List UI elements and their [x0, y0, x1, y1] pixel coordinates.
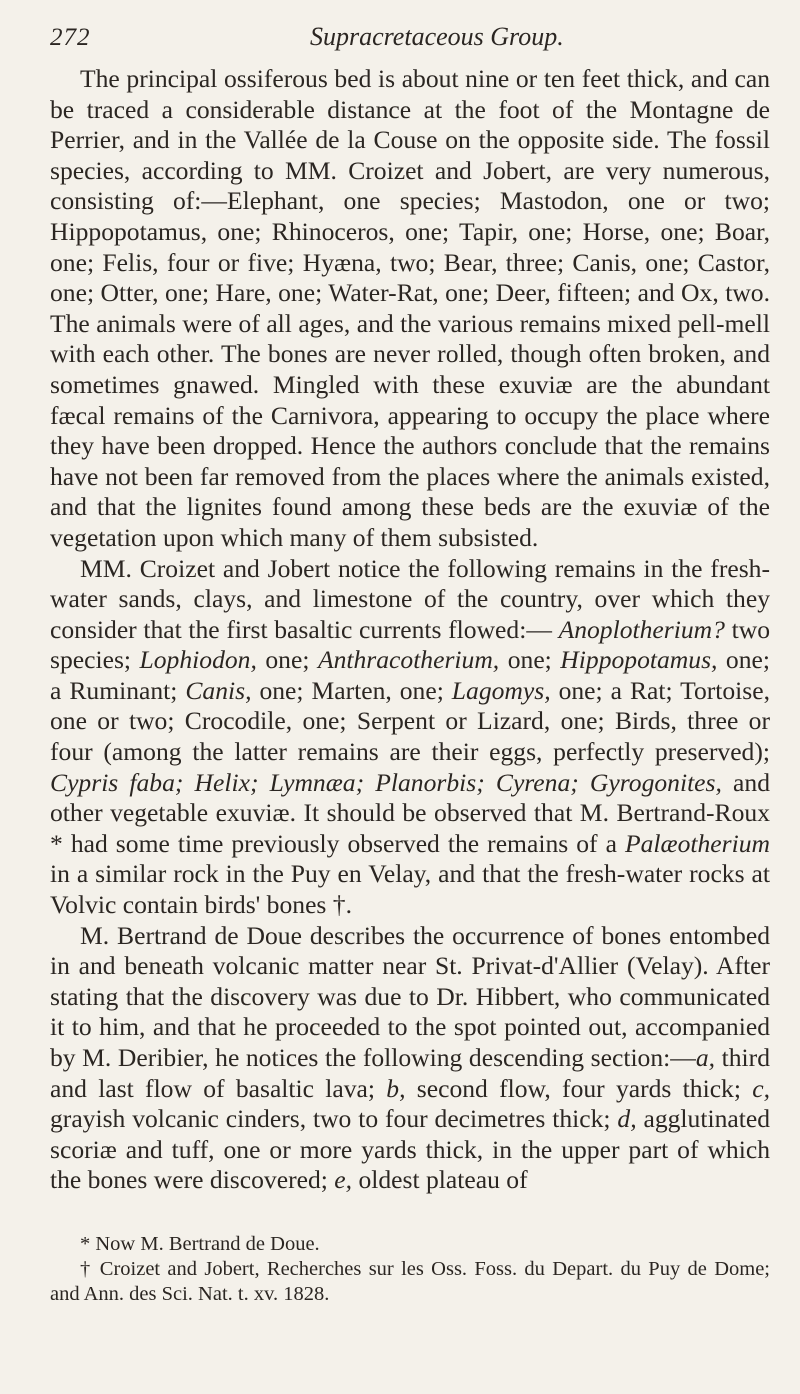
- section-letter: d,: [617, 1104, 637, 1134]
- text-run: MM. Croizet and Jobert notice the following remains in the fresh-water sands, clays, and limestone of the country, over which they consider that the first basaltic currents flowed:—: [50, 553, 770, 644]
- running-head: [50, 18, 770, 58]
- page-number: 272: [50, 24, 91, 51]
- paragraph-1: The principal ossiferous bed is about nine or ten feet thick, and can be traced a considerable distance at the foot of the Montagne de Perrier, and in the Vallée de la Couse on the opposite side. The fossil species, according to MM. Croizet and Jobert, are very numerous, consisting of:—Elephant, one species; Mastodon, one or two; Hippopotamus, one; Rhinoceros, one; Tapir, one; Horse, one; Boar, one; Felis, four or five; Hyæna, two; Bear, three; Canis, one; Castor, one; Otter, one; Hare, one; Water-Rat, one; Deer, fifteen; and Ox, two. The animals were of all ages, and the various remains mixed pell-mell with each other. The bones are never rolled, though often broken, and sometimes gnawed. Mingled with these exuviæ are the abundant fæcal remains of the Carnivora, appearing to occupy the place where they have been dropped. Hence the authors conclude that the remains have not been far removed from the places where the animals existed, and that the lignites found among these beds are the exuviæ of the vegetation upon which many of them subsisted.: [50, 64, 770, 552]
- section-letter: e,: [334, 1165, 353, 1195]
- paragraph-3: [50, 921, 770, 1196]
- text-run: oldest plateau of: [352, 1165, 528, 1195]
- text-run: agglutinated scoriæ and tuff, one or more yards thick, in the upper part of which the bones were discovered;: [50, 1104, 770, 1195]
- book-page: [50, 18, 770, 1307]
- section-letter: c,: [752, 1073, 770, 1103]
- text-run: one; Marten, one;: [251, 675, 452, 705]
- text-run: M. Bertrand de Doue describes the occurrence of bones entombed in and beneath volcanic matter near St. Privat-d'Allier (Velay). After stating that the discovery was due to Dr. Hibbert, who communicated it to him, and that he proceeded to the spot pointed out, accompanied by M. Deribier, he notices the following descending section:—: [50, 920, 770, 1072]
- section-letter: b,: [386, 1073, 406, 1103]
- taxon-name: Cypris faba; Helix; Lymnæa; Planorbis; Cyrena; Gyrogonites,: [50, 767, 722, 797]
- text-run: grayish volcanic cinders, two to four decimetres thick;: [50, 1104, 618, 1134]
- section-letter: a,: [695, 1043, 716, 1072]
- taxon-name: Hippopotamus,: [560, 645, 718, 675]
- text-run: third and last flow of basaltic lava;: [50, 1043, 770, 1103]
- body-text: [50, 64, 770, 1196]
- paragraph-2: [50, 554, 770, 921]
- footnotes: [50, 1232, 770, 1307]
- text-run: second flow, four yards thick;: [405, 1073, 753, 1103]
- text-run: one;: [499, 645, 561, 675]
- taxon-name: Anthracotherium,: [317, 645, 500, 675]
- text-run: and other vegetable exuviæ. It should be observed that M. Bertrand-Roux * had some time previously observed the remains of a: [50, 767, 770, 858]
- text-run: in a similar rock in the Puy en Velay, and that the fresh-water rocks at Volvic contain birds' bones †.: [50, 859, 770, 920]
- text-run: one; a Rat; Tortoise, one or two; Crocodile, one; Serpent or Lizard, one; Birds, three or four (among the latter remains are their eggs, perfectly preserved);: [50, 675, 770, 767]
- footnote-1: * Now M. Bertrand de Doue.: [80, 1232, 320, 1255]
- text-run: two species;: [50, 614, 770, 675]
- text-run: one; a Ruminant;: [50, 645, 770, 705]
- running-title: Supracretaceous Group.: [310, 22, 564, 51]
- taxon-name: Palæotherium: [624, 828, 770, 858]
- taxon-name: Canis,: [185, 675, 252, 705]
- taxon-name: Lagomys,: [451, 675, 551, 705]
- taxon-name: Lophiodon,: [139, 645, 257, 675]
- footnote-2: † Croizet and Jobert, Recherches sur les Oss. Foss. du Depart. du Puy de Dome; and Ann. des Sci. Nat. t. xv. 1828.: [50, 1257, 770, 1305]
- taxon-name: Anoplotherium?: [558, 614, 725, 644]
- text-run: one;: [256, 645, 318, 675]
